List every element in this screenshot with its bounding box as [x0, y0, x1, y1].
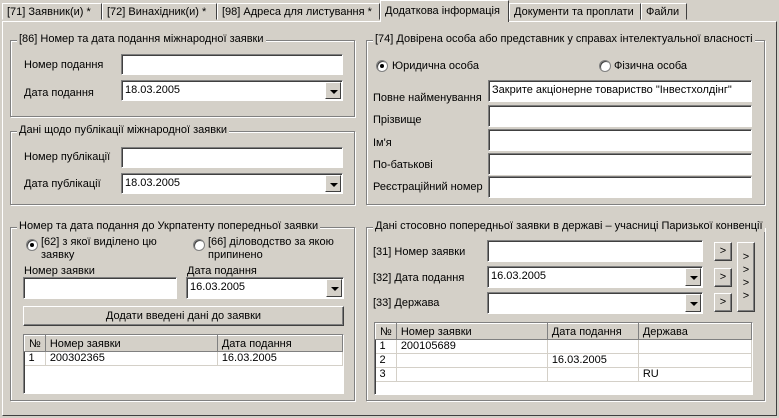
full-name-label: Повне найменування	[373, 92, 482, 104]
cell-state: RU	[638, 368, 751, 382]
table-row[interactable]	[376, 368, 752, 382]
cell-state	[638, 354, 751, 368]
first-name-label: Ім'я	[373, 137, 392, 149]
publication-date-value: 18.03.2005	[125, 177, 181, 189]
representative-legend: [74] Довірена особа або представник у справах інтелектуальної власності	[375, 33, 753, 45]
column-header-date[interactable]: Дата подання	[547, 324, 638, 340]
prev-application-legend: Номер та дата подання до Укрпатенту попередньої заявки	[19, 220, 319, 232]
add-entered-data-button[interactable]: Додати введені дані до заявки	[23, 306, 344, 326]
paris-applications-table	[374, 322, 753, 395]
paris-date-combo[interactable]	[487, 266, 703, 288]
cell-date: 16.03.2005	[217, 352, 342, 366]
publication-number-label: Номер публікації	[24, 151, 111, 163]
paris-state-add-button[interactable]: >	[714, 293, 732, 312]
prev-date-label: Дата подання	[187, 265, 257, 277]
cell-number: 200105689	[396, 340, 547, 354]
column-header-app-number[interactable]: Номер заявки	[45, 336, 217, 352]
column-header-app-number[interactable]: Номер заявки	[396, 324, 547, 340]
full-name-input[interactable]: Закрите акціонерне товариство "Інвестхолдінг"	[488, 80, 752, 102]
table-row[interactable]	[376, 354, 752, 368]
cell-n: 1	[25, 352, 46, 366]
add-all-arrows	[738, 251, 754, 303]
cell-n: 2	[376, 354, 397, 368]
paris-number-label: [31] Номер заявки	[373, 246, 466, 258]
radio-terminated-label-2: припинено	[208, 249, 263, 261]
surname-label: Прізвище	[373, 114, 422, 126]
chevron-down-icon[interactable]	[326, 279, 342, 297]
cell-n: 3	[376, 368, 397, 382]
radio-legal-entity-label: Юридична особа	[392, 60, 479, 72]
radio-divided-label-1: [62] з якої виділено цю	[41, 236, 157, 248]
column-header-state[interactable]: Держава	[638, 324, 751, 340]
cell-number	[396, 368, 547, 382]
intl-publication-legend: Дані щодо публікації міжнародної заявки	[19, 124, 228, 136]
cell-date: 16.03.2005	[547, 354, 638, 368]
prev-date-combo[interactable]	[186, 277, 344, 299]
first-name-input[interactable]	[488, 129, 752, 151]
intl-number-input[interactable]	[121, 54, 343, 75]
radio-terminated[interactable]	[193, 239, 205, 251]
cell-number: 200302365	[45, 352, 217, 366]
table-row[interactable]	[25, 352, 343, 366]
paris-number-input[interactable]	[487, 240, 703, 262]
paris-number-add-button[interactable]: >	[714, 242, 732, 261]
cell-date	[547, 368, 638, 382]
radio-divided-from[interactable]	[26, 239, 38, 251]
chevron-down-icon[interactable]	[685, 294, 701, 312]
radio-legal-entity[interactable]	[376, 60, 388, 72]
tab-bar	[0, 0, 779, 22]
column-header-number[interactable]: №	[25, 336, 46, 352]
tab-documents-payments[interactable]: Документи та проплати	[509, 3, 641, 20]
paris-convention-legend: Дані стосовно попередньої заявки в державі – учасниці Паризької конвенції	[375, 220, 763, 232]
tab-files[interactable]: Файли	[641, 3, 687, 20]
tab-correspondence-address[interactable]: [98] Адреса для листування *	[217, 3, 380, 20]
tab-additional-info[interactable]: Додаткова інформація	[380, 0, 509, 22]
surname-input[interactable]	[488, 105, 752, 127]
arrow-glyph: >	[742, 251, 750, 263]
paris-add-all-button[interactable]	[737, 242, 755, 312]
radio-natural-person-label: Фізична особа	[614, 60, 687, 72]
column-header-number[interactable]: №	[376, 324, 397, 340]
paris-state-combo[interactable]	[487, 292, 703, 314]
column-header-date[interactable]: Дата подання	[217, 336, 342, 352]
cell-n: 1	[376, 340, 397, 354]
arrow-glyph: >	[742, 290, 750, 302]
publication-date-label: Дата публікації	[24, 178, 101, 190]
arrow-glyph: >	[742, 264, 750, 276]
intl-application-legend: [86] Номер та дата подання міжнародної заявки	[19, 33, 264, 45]
paris-state-label: [33] Держава	[373, 297, 440, 309]
patronymic-label: По-батькові	[373, 159, 433, 171]
radio-divided-label-2: заявку	[41, 249, 75, 261]
publication-date-combo[interactable]	[121, 173, 343, 194]
prev-date-value: 16.03.2005	[190, 281, 246, 293]
cell-number	[396, 354, 547, 368]
chevron-down-icon[interactable]	[685, 268, 701, 286]
prev-number-label: Номер заявки	[24, 265, 95, 277]
cell-state	[638, 340, 751, 354]
prev-applications-table	[23, 334, 344, 394]
prev-number-input[interactable]	[23, 277, 177, 299]
paris-date-label: [32] Дата подання	[373, 272, 465, 284]
intl-date-label: Дата подання	[24, 87, 94, 99]
paris-date-value: 16.03.2005	[491, 270, 547, 282]
table-row[interactable]	[376, 340, 752, 354]
registration-number-label: Реєстраційний номер	[373, 181, 483, 193]
intl-date-value: 18.03.2005	[125, 84, 181, 96]
arrow-glyph: >	[742, 277, 750, 289]
tab-applicants[interactable]: [71] Заявник(и) *	[2, 3, 102, 20]
tab-inventors[interactable]: [72] Винахідник(и) *	[102, 3, 217, 20]
cell-date	[547, 340, 638, 354]
paris-date-add-button[interactable]: >	[714, 268, 732, 287]
radio-natural-person[interactable]	[599, 60, 611, 72]
publication-number-input[interactable]	[121, 147, 343, 168]
intl-application-group	[10, 33, 355, 117]
patronymic-input[interactable]	[488, 153, 752, 175]
radio-terminated-label-1: [66] діловодство за якою	[208, 236, 334, 248]
registration-number-input[interactable]	[488, 176, 752, 198]
chevron-down-icon[interactable]	[325, 82, 341, 99]
intl-date-combo[interactable]	[121, 80, 343, 101]
intl-number-label: Номер подання	[24, 59, 104, 71]
chevron-down-icon[interactable]	[325, 175, 341, 192]
